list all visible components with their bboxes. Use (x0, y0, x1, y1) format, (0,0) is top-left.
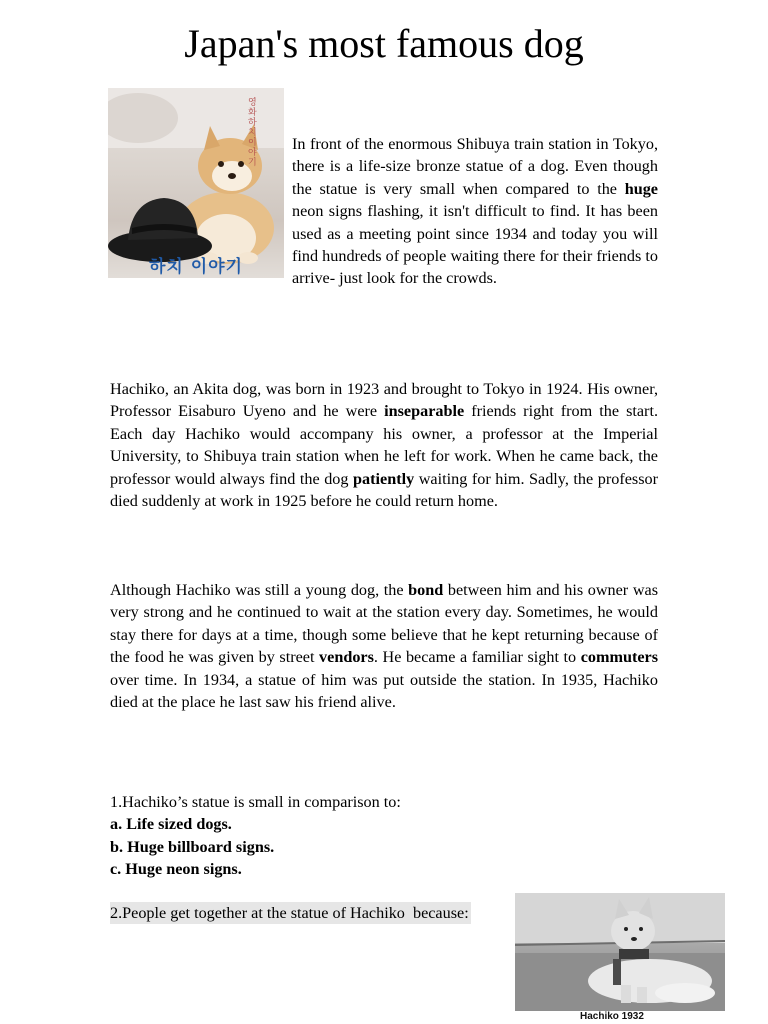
text-span: neon signs flashing, it isn't difficult to find. It has been used as a meeting point since 1934 and today you will find hundreds of people waiting there for their friends to arrive- just look for the crowds. (292, 202, 658, 288)
text-span: waiting for him. Sadly, the professor died suddenly at work in 1925 before he could return home. (110, 469, 658, 511)
question-1-prompt: 1.Hachiko’s statue is small in comparison to: (110, 793, 401, 811)
text-span: between him and his owner was very strong and he continued to wait at the station every day. Sometimes, he would stay there for days at a time, though some believe that he kept returning because of the food he was given by street (110, 581, 658, 667)
page-title: Japan's most famous dog (184, 21, 584, 66)
vocab-inseparable: inseparable (384, 402, 465, 421)
text-span: Hachiko, an Akita dog, was born in 1923 and brought to Tokyo in 1924. His owner, Professor Eisaburo Uyeno and he were (110, 380, 658, 421)
movie-poster-image (108, 88, 284, 278)
vocab-huge: huge (624, 179, 658, 198)
vocab-commuters: commuters (580, 648, 659, 667)
text-span: friends right from the start. Each day Hachiko would accompany his owner, a professor at the Imperial University, to Shibuya train station when he left for work. When he came back, the professor would always find the dog (110, 402, 658, 488)
answer-option-b[interactable]: b. Huge billboard signs. (110, 837, 275, 856)
photo-caption: Hachiko 1932 (580, 1011, 644, 1022)
hachiko-photo (515, 893, 725, 1011)
answer-option-c[interactable]: c. Huge neon signs. (110, 860, 242, 879)
question-2-prompt: 2.People get together at the statue of Hachiko because: (110, 902, 471, 924)
poster-vertical-text: 영화 하치이야기 (248, 98, 257, 168)
hachiko-photo-artwork (515, 893, 725, 1011)
question-1 (110, 791, 658, 881)
text-span: In front of the enormous Shibuya train station in Tokyo, there is a life-size bronze statue of a dog. Even though the statue is very small when compared to the (292, 135, 658, 198)
text-span: Although Hachiko was still a young dog, the (110, 581, 409, 599)
vocab-vendors: vendors (319, 648, 374, 667)
history-paragraph (110, 378, 658, 512)
intro-paragraph (292, 133, 658, 290)
loyalty-paragraph (110, 579, 658, 713)
answer-option-a[interactable]: a. Life sized dogs. (110, 815, 232, 834)
text-span: . He became a familiar sight to (373, 648, 581, 667)
vocab-bond: bond (408, 581, 444, 599)
text-span: over time. In 1934, a statue of him was put outside the station. In 1935, Hachiko died at the place he last saw his friend alive. (110, 670, 658, 712)
vocab-patiently: patiently (353, 469, 415, 488)
poster-title-text: 하치 이야기 (148, 257, 244, 277)
